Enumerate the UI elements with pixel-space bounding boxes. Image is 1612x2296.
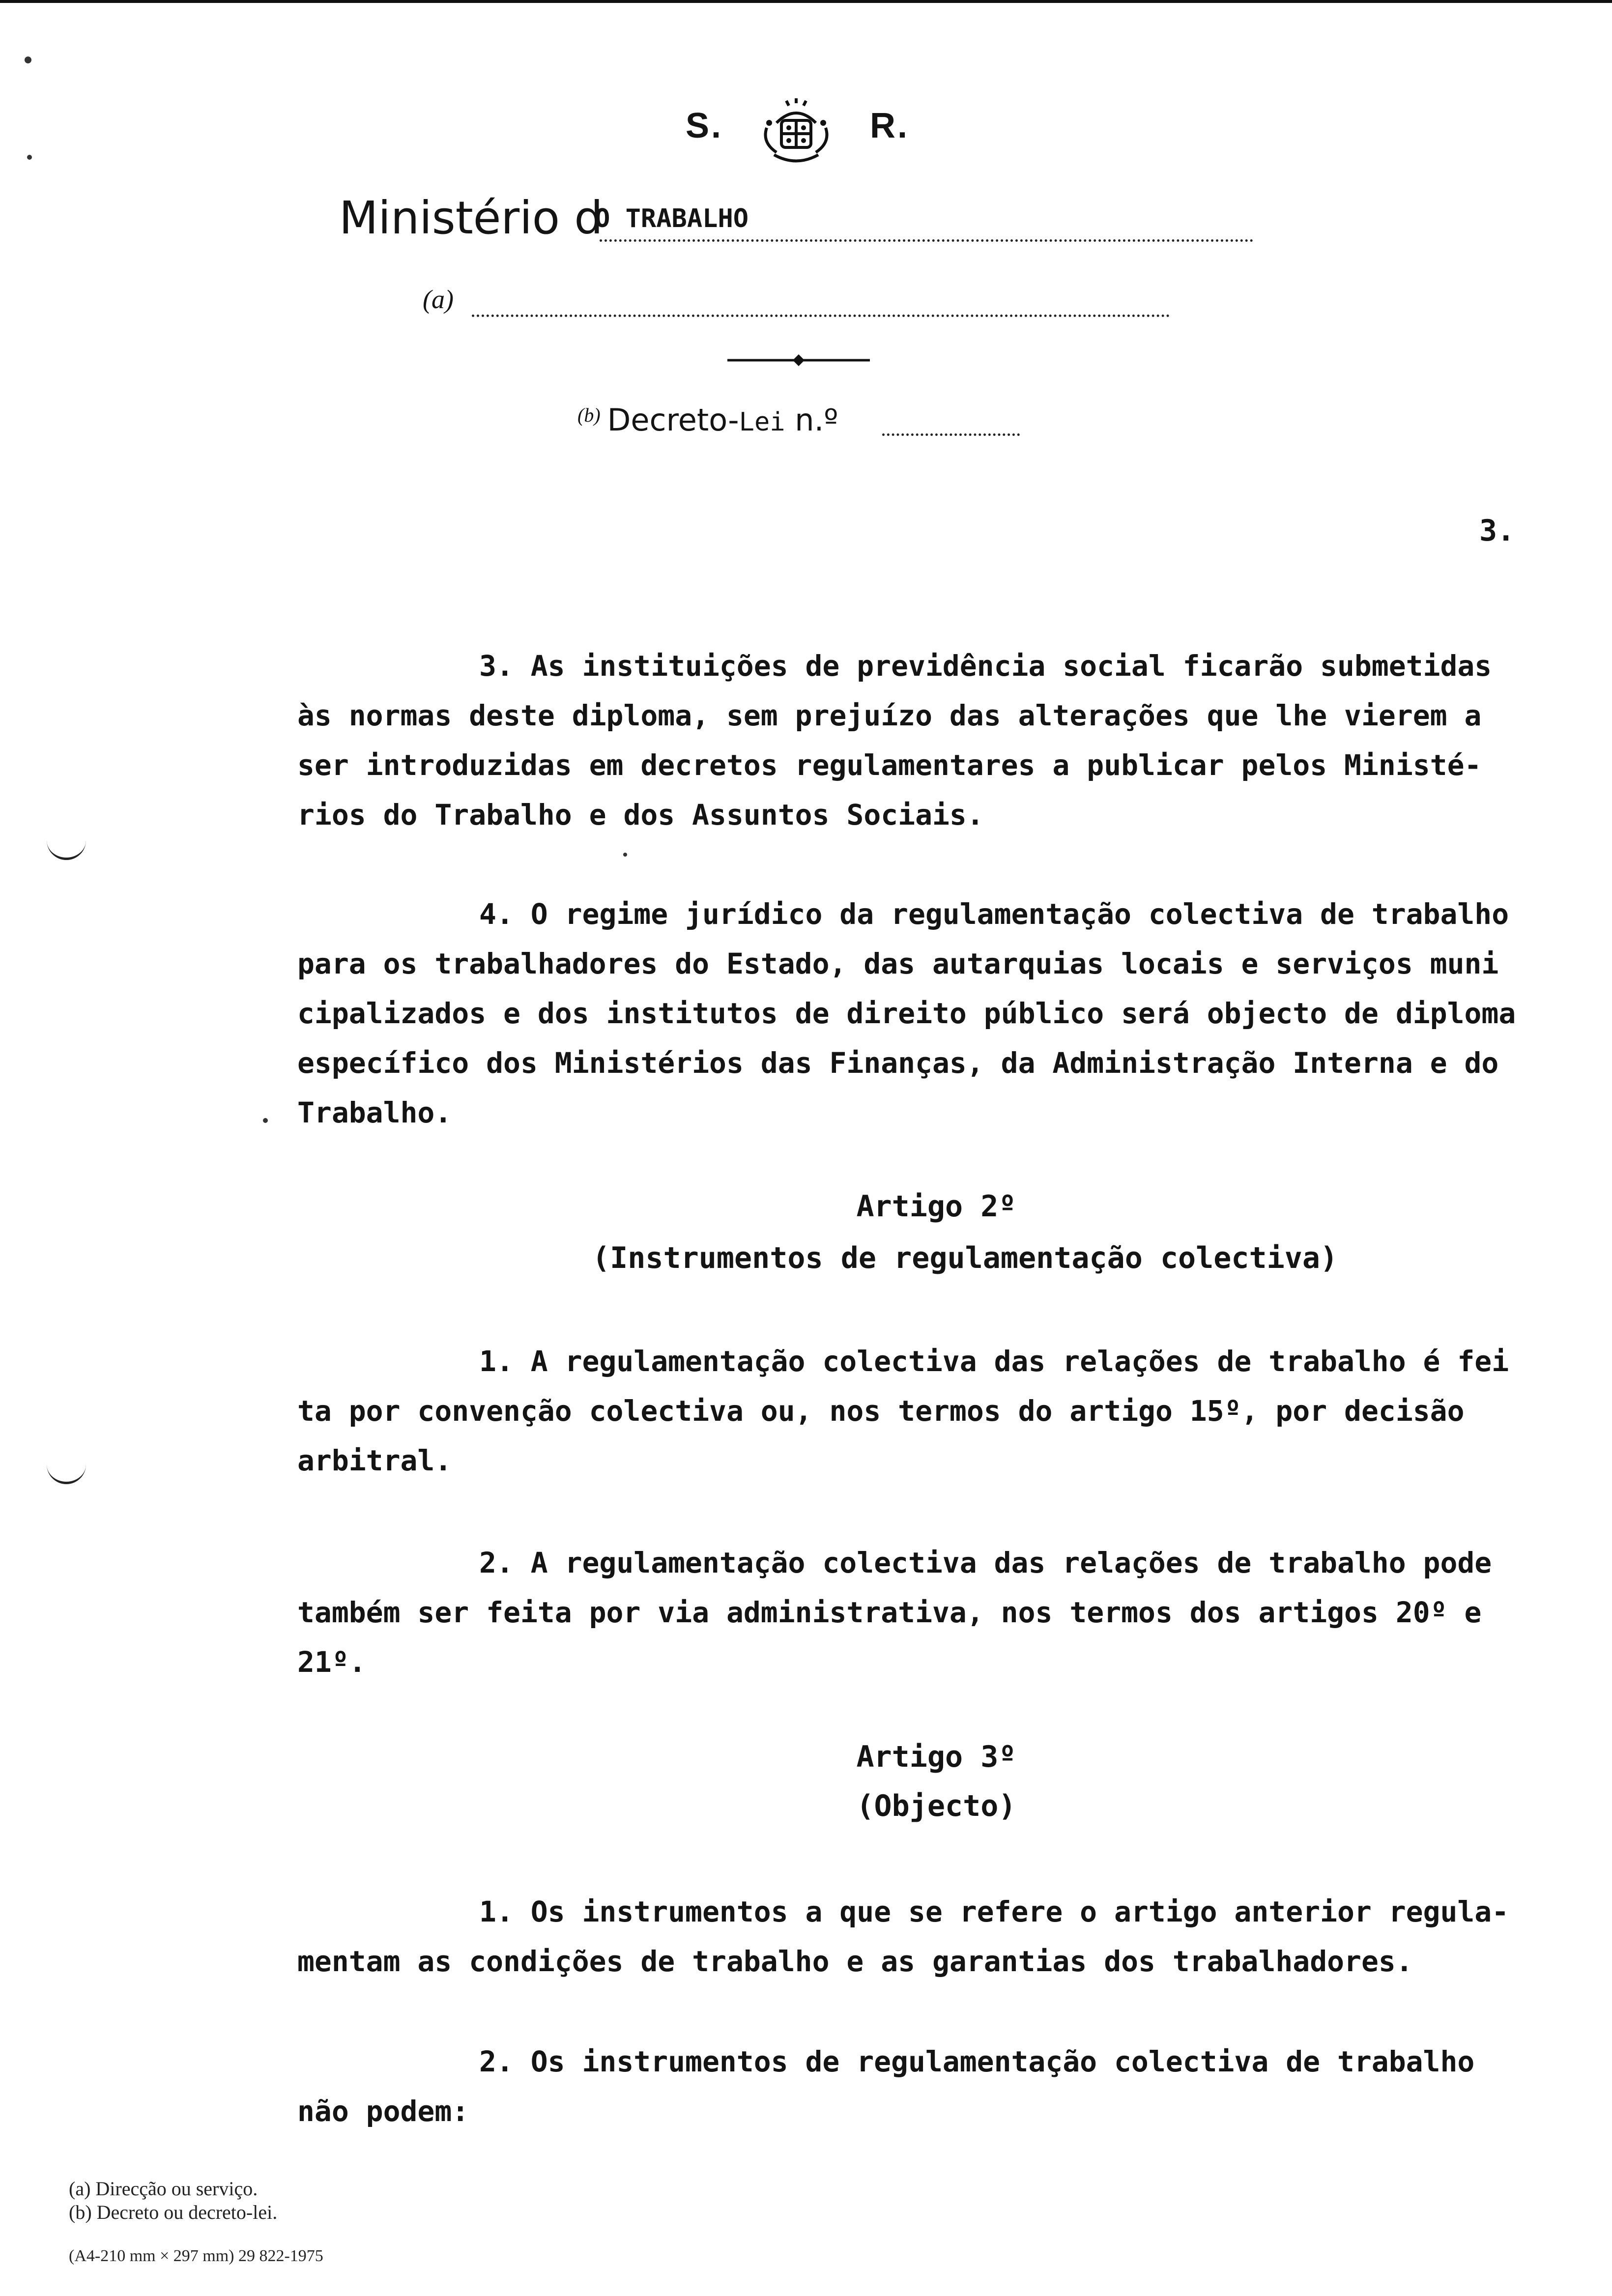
scan-speck: [27, 155, 32, 160]
footnote-b: (b) Decreto ou decreto-lei.: [69, 2201, 278, 2223]
text-line: arbitral.: [297, 1444, 452, 1477]
scan-speck: [263, 1118, 268, 1123]
text-line: ser introduzidas em decretos regulamentares a publicar pelos Ministé-: [297, 748, 1482, 782]
ministerio-dotted-line: [600, 239, 1253, 242]
text-line: 1. A regulamentação colectiva das relações de trabalho é fei: [479, 1345, 1509, 1378]
decreto-prefix: Decreto-: [607, 402, 739, 438]
paragraph-4: [297, 890, 1516, 1138]
decreto-lei-label: [577, 402, 838, 438]
scan-speck: [623, 853, 627, 857]
text-line: Trabalho.: [297, 1096, 452, 1129]
text-line: não podem:: [297, 2095, 469, 2128]
punch-hole-mark: [47, 1462, 86, 1484]
text-line: ta por convenção colectiva ou, nos termos do artigo 15º, por decisão: [297, 1394, 1465, 1428]
ministerio-fill-text: O TRABALHO: [595, 204, 749, 233]
decreto-dotted-line: [882, 433, 1020, 436]
scan-speck: [25, 57, 31, 63]
text-line: 3. As instituições de previdência social ficarão submetidas: [479, 649, 1492, 683]
footnote-a: (a) Direcção ou serviço.: [69, 2178, 258, 2200]
text-line: 2. Os instrumentos de regulamentação colectiva de trabalho: [479, 2045, 1475, 2078]
text-line: 21º.: [297, 1645, 366, 1679]
top-border-rule: [0, 0, 1612, 3]
text-line: 4. O regime jurídico da regulamentação colectiva de trabalho: [479, 897, 1509, 931]
paragraph-3: [297, 641, 1492, 840]
text-line: 1. Os instrumentos a que se refere o artigo anterior regula-: [479, 1895, 1509, 1928]
decreto-suffix: n.º: [785, 402, 838, 438]
print-info: (A4-210 mm × 297 mm) 29 822-1975: [69, 2247, 323, 2265]
text-line: para os trabalhadores do Estado, das autarquias locais e serviços muni: [297, 947, 1499, 980]
artigo-2-title: Artigo 2º: [856, 1189, 1016, 1224]
artigo-3-paragraph-1: [297, 1887, 1509, 1986]
text-line: rios do Trabalho e dos Assuntos Sociais.: [297, 798, 984, 832]
page-number: 3.: [1479, 514, 1515, 548]
header-sr-left: S.: [686, 106, 723, 145]
text-line: específico dos Ministérios das Finanças, da Administração Interna e do: [297, 1046, 1499, 1080]
decreto-marker: (b): [577, 404, 601, 426]
ministerio-label: Ministério d: [339, 192, 603, 244]
text-line: cipalizados e dos institutos de direito público será objecto de diploma: [297, 997, 1516, 1030]
text-line: às normas deste diploma, sem prejuízo das alterações que lhe vierem a: [297, 699, 1482, 732]
text-line: também ser feita por via administrativa, nos termos dos artigos 20º e: [297, 1596, 1482, 1629]
ornament-divider-icon: [727, 353, 870, 368]
header-sr-right: R.: [870, 106, 909, 145]
decreto-lei-word: Lei: [739, 407, 785, 437]
artigo-3-subtitle: (Objecto): [856, 1789, 1016, 1823]
artigo-2-paragraph-1: [297, 1337, 1509, 1486]
coat-of-arms-icon: [747, 93, 845, 167]
text-line: mentam as condições de trabalho e as garantias dos trabalhadores.: [297, 1945, 1413, 1978]
artigo-2-paragraph-2: [297, 1538, 1492, 1687]
artigo-3-title: Artigo 3º: [856, 1740, 1016, 1774]
text-line: 2. A regulamentação colectiva das relações de trabalho pode: [479, 1546, 1492, 1579]
direccao-dotted-line: [472, 315, 1170, 317]
artigo-2-subtitle: (Instrumentos de regulamentação colectiva): [592, 1241, 1338, 1275]
punch-hole-mark: [47, 838, 86, 860]
direccao-label: (a): [423, 285, 454, 314]
artigo-3-paragraph-2: [297, 2037, 1474, 2136]
